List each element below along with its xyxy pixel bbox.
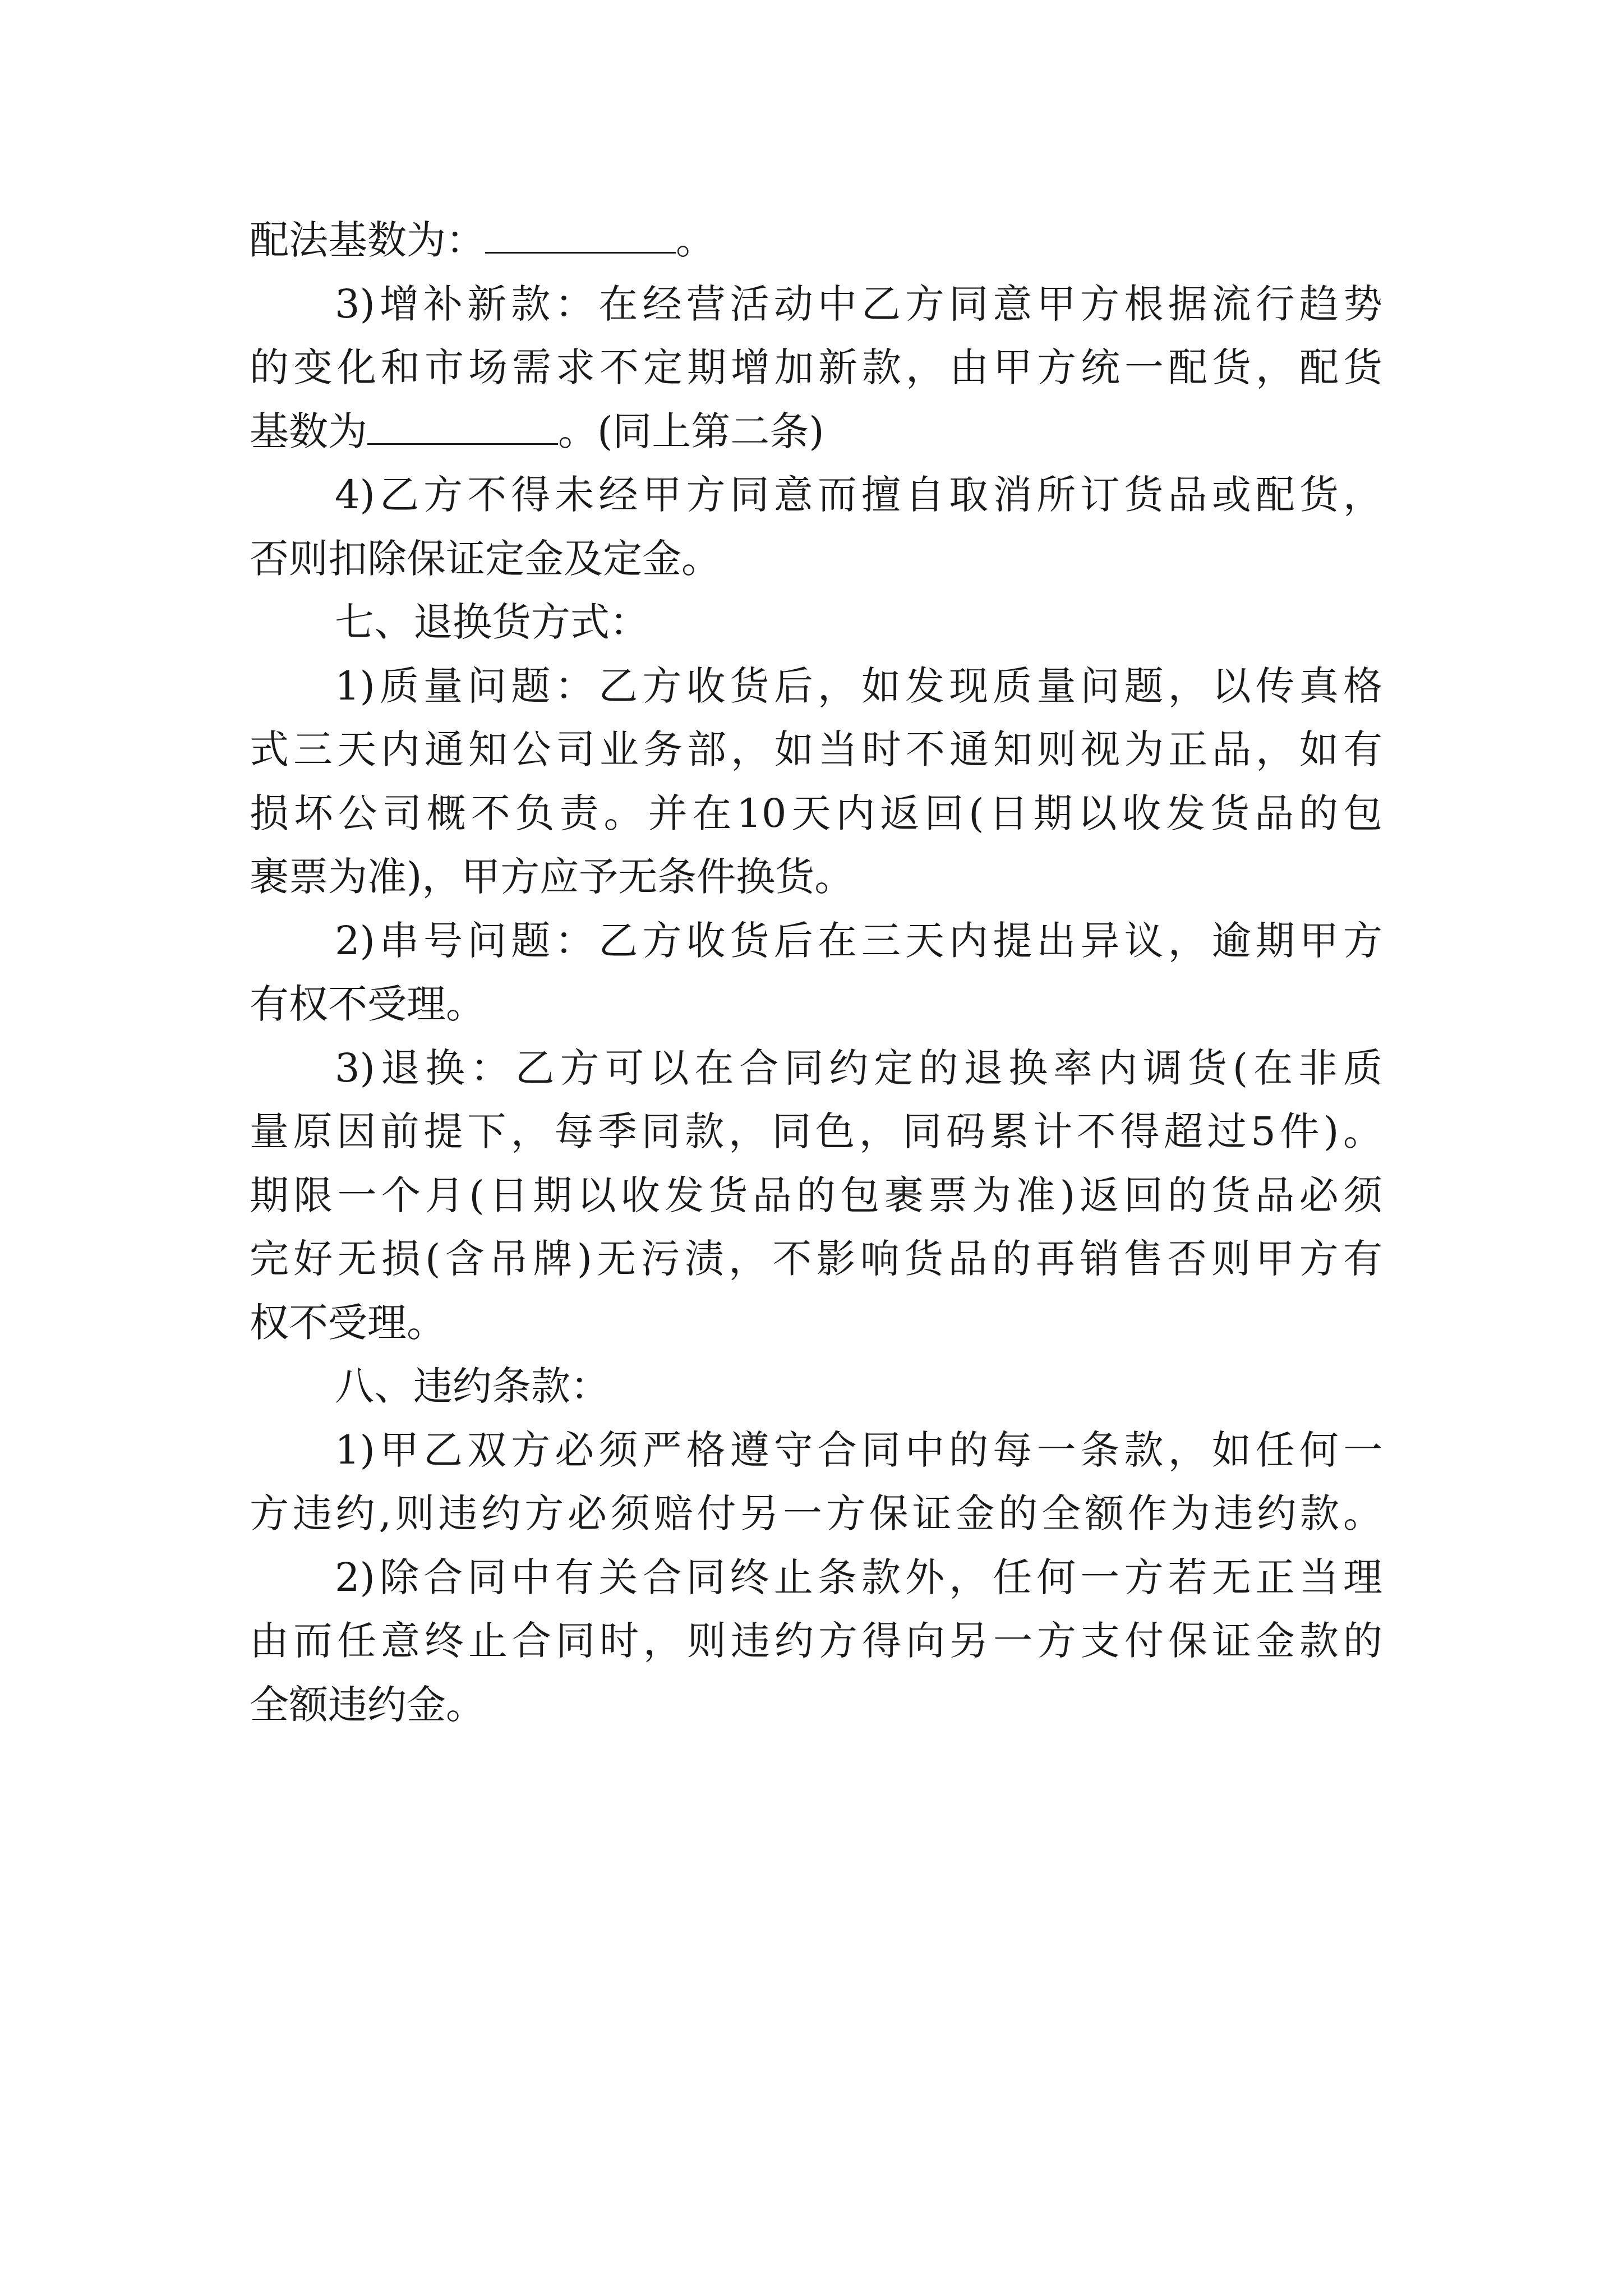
text-line: 有权不受理。 [250,981,485,1027]
text-line: 量原因前提下，每季同款，同色，同码累计不得超过5件)。 [250,1108,1382,1154]
line-text: 基数为 [250,408,367,454]
text-line: 2)串号问题：乙方收货后在三天内提出异议，逾期甲方 [335,917,1382,964]
text-line: 完好无损(含吊牌)无污渍，不影响货品的再销售否则甲方有 [250,1236,1382,1282]
fill-in-blank [485,223,676,254]
text-line: 3)退换：乙方可以在合同约定的退换率内调货(在非质 [335,1045,1382,1091]
text-line [250,400,1382,464]
text-line: 的变化和市场需求不定期增加新款，由甲方统一配货，配货 [250,344,1382,390]
line-text: 。(同上第二条) [558,408,824,454]
fill-in-blank [367,414,558,445]
text-line: 4)乙方不得未经甲方同意而擅自取消所订货品或配货， [335,472,1382,518]
text-line: 七、退换货方式： [335,599,649,645]
text-line: 否则扣除保证定金及定金。 [250,535,721,582]
text-line: 式三天内通知公司业务部，如当时不通知则视为正品，如有 [250,726,1382,772]
text-line: 权不受理。 [250,1299,446,1346]
text-line: 期限一个月(日期以收发货品的包裹票为准)返回的货品必须 [250,1172,1382,1218]
text-line: 全额违约金。 [250,1681,485,1728]
line-text: 配法基数为： [250,217,485,263]
text-line: 八、违约条款： [335,1363,610,1409]
line-text: 。 [676,217,715,263]
text-line: 裹票为准)，甲方应予无条件换货。 [250,854,854,900]
text-line: 方违约,则违约方必须赔付另一方保证金的全额作为违约款。 [250,1490,1382,1536]
text-line: 2)除合同中有关合同终止条款外，任何一方若无正当理 [335,1554,1382,1600]
text-line: 损坏公司概不负责。并在10天内返回(日期以收发货品的包 [250,790,1382,836]
text-line: 1)质量问题：乙方收货后，如发现质量问题，以传真格 [335,662,1382,709]
text-line [250,209,1382,273]
document-body [250,209,1382,1737]
text-line: 1)甲乙双方必须严格遵守合同中的每一条款，如任何一 [335,1427,1382,1473]
text-line: 由而任意终止合同时，则违约方得向另一方支付保证金款的 [250,1618,1382,1664]
text-line: 3)增补新款：在经营活动中乙方同意甲方根据流行趋势 [335,280,1382,327]
